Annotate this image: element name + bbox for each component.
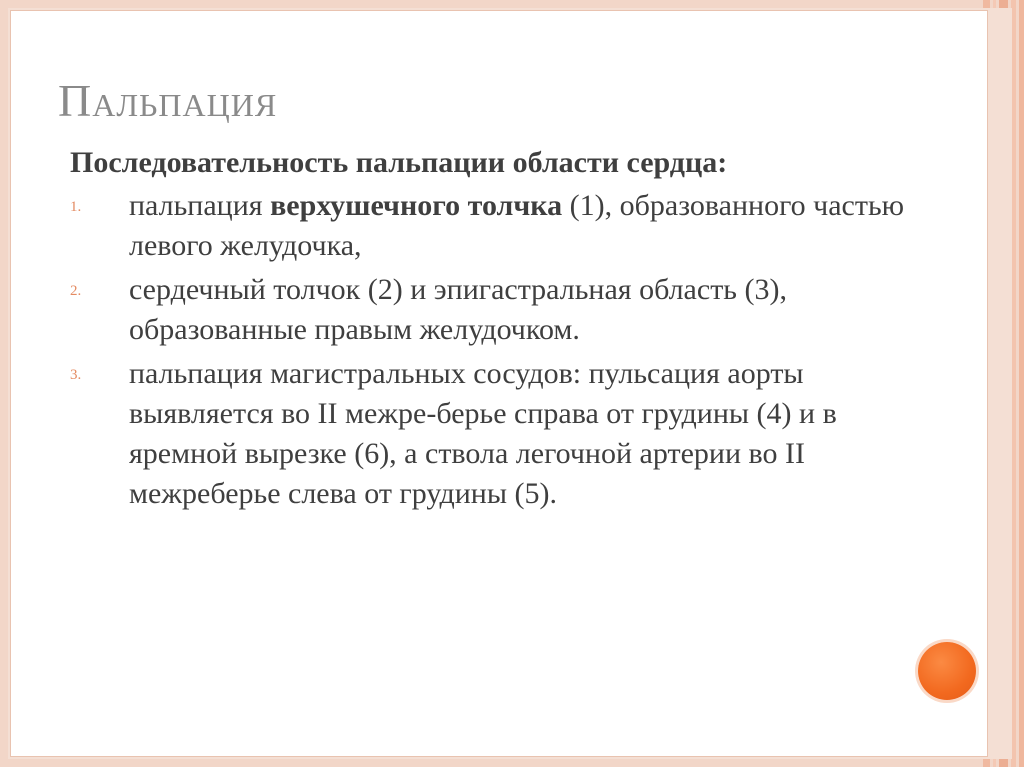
- slide-content: [70, 143, 930, 518]
- list-item-text: сердечный толчок (2) и эпигастральная область (3), образованные правым желудочком.: [129, 273, 787, 346]
- list-number: 1.: [70, 199, 82, 215]
- intro-text: Последовательность пальпации области сердца:: [70, 146, 728, 179]
- orange-circle-icon: [918, 642, 976, 700]
- list-number: 3.: [70, 367, 82, 383]
- list-item: [70, 354, 930, 514]
- list-item-text-after: (1), образованного частью левого желудочка,: [129, 189, 905, 262]
- list-item-text: [129, 186, 930, 266]
- list-item-text-before: пальпация: [129, 189, 271, 222]
- slide-title: Пальпация: [58, 75, 278, 126]
- list-item-bold-text: верхушечного толчка: [270, 189, 563, 222]
- list-number: 2.: [70, 283, 82, 299]
- list-item: [70, 270, 930, 350]
- decorative-stripe: [1019, 0, 1024, 767]
- list-item: [70, 186, 930, 266]
- list-item-text: пальпация магистральных сосудов: пульсация аорты выявляется во II межре-берье справа от грудины (4) и в яремной вырезке (6), а ствола легочной артерии во II межреберье слева от грудины (5).: [129, 357, 837, 510]
